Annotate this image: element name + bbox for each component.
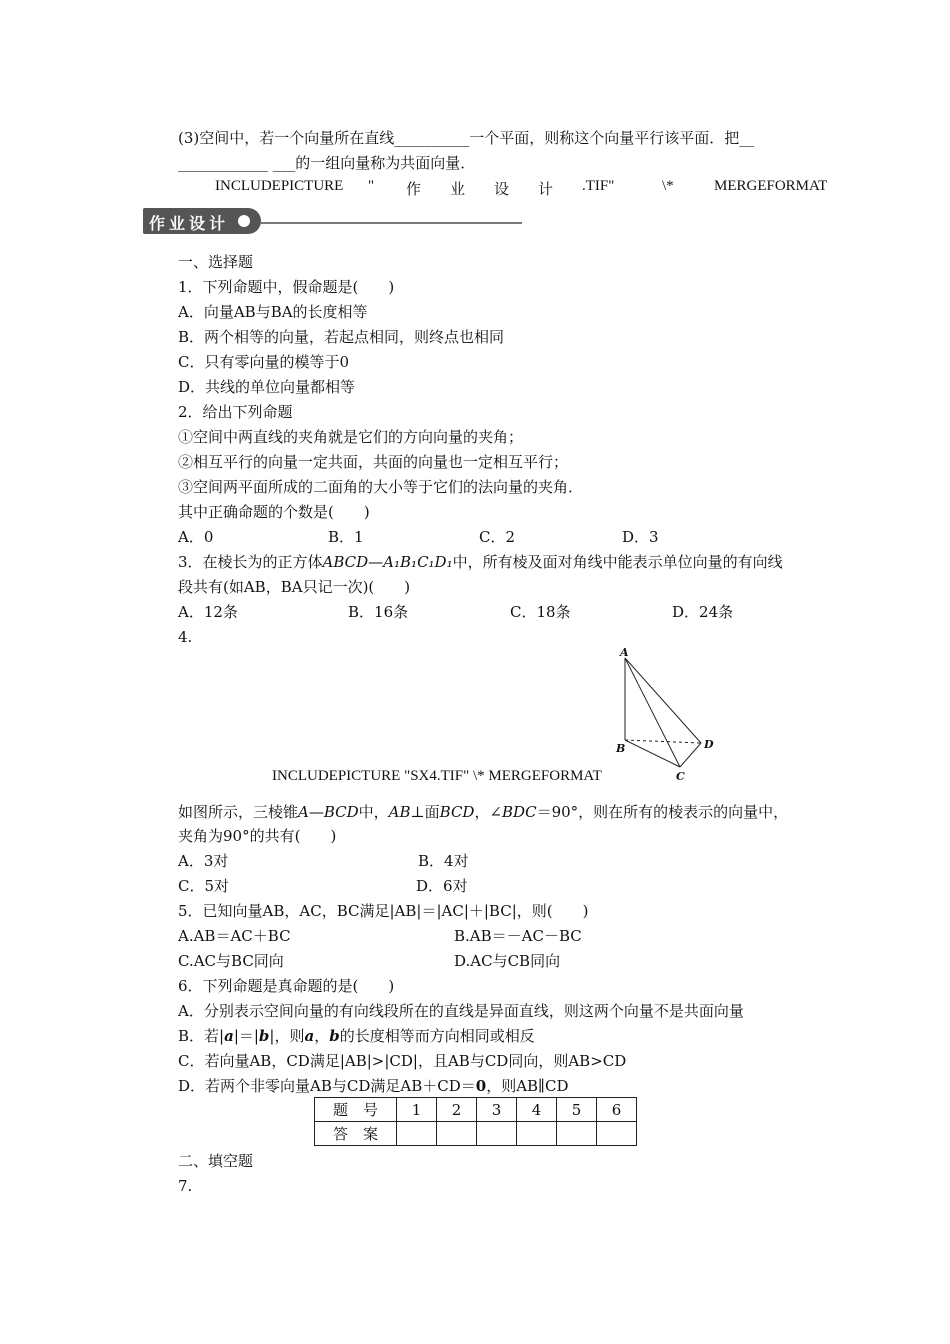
q2-item-3: ③空间两平面所成的二面角的大小等于它们的法向量的夹角．: [178, 478, 584, 496]
banner-rule: [260, 222, 522, 224]
edge-bc: [625, 740, 680, 767]
q1-option-d: D．共线的单位向量都相等: [178, 378, 356, 396]
edge-ad: [625, 658, 701, 743]
q6-b-pre: B．若|: [178, 1027, 225, 1045]
banner-dot-icon: [238, 215, 250, 227]
section-heading-fill: 二、填空题: [178, 1152, 254, 1170]
table-header-cell: 答 案: [315, 1122, 397, 1146]
q4-stem-c: ⊥面: [410, 803, 440, 821]
q6-option-d: [178, 1076, 568, 1096]
q4-option-b: B．4对: [418, 852, 469, 870]
answer-table: [314, 1097, 637, 1146]
q6-d-pre: D．若两个非零向量AB与CD满足AB＋CD＝: [178, 1077, 476, 1095]
q6-option-a: A．分别表示空间向量的有向线段所在的直线是异面直线，则这两个向量不是共面向量: [178, 1002, 744, 1020]
q7-number: 7.: [178, 1177, 193, 1195]
table-header-cell: 题 号: [315, 1098, 397, 1122]
table-cell: 5: [557, 1098, 597, 1122]
q1-option-b: B．两个相等的向量，若起点相同，则终点也相同: [178, 328, 505, 346]
q3-option-a: A．12条: [178, 603, 238, 621]
zero-vector: 0: [475, 1077, 487, 1095]
q6-d-post: ，则AB∥CD: [486, 1077, 569, 1095]
q5-option-b: B.AB＝－AC－BC: [454, 927, 582, 945]
answer-cell: [557, 1122, 597, 1146]
table-cell: 6: [597, 1098, 637, 1122]
q1-option-c: C．只有零向量的模等于0: [178, 353, 350, 371]
table-row: [315, 1098, 637, 1122]
q2-option-a: A．0: [178, 528, 214, 546]
label-d: D: [704, 738, 714, 751]
table-cell: 3: [477, 1098, 517, 1122]
q5-option-a: A.AB＝AC＋BC: [178, 927, 291, 945]
tetrahedron-figure: [608, 642, 728, 782]
q4-option-d: D．6对: [416, 877, 468, 895]
q6-b-sep: ，: [314, 1027, 330, 1045]
q6-option-c: C．若向量AB，CD满足|AB|>|CD|，且AB与CD同向，则AB>CD: [178, 1052, 627, 1070]
q6-b-mid1: |＝|: [233, 1027, 259, 1045]
table-cell: 4: [517, 1098, 557, 1122]
q3-stem-a: 3．在棱长为的正方体: [178, 553, 323, 571]
q4-stem: [178, 802, 788, 822]
label-a: A: [620, 646, 629, 659]
include-token: 业: [450, 182, 466, 198]
include-token: 计: [538, 182, 554, 198]
q4-stem-d: ，∠: [474, 803, 503, 821]
q4-pyramid: A—BCD: [298, 803, 359, 821]
intro-line-2: ____________ ___的一组向量称为共面向量．: [178, 154, 476, 172]
table-row: [315, 1122, 637, 1146]
q2-option-c: C．2: [479, 528, 516, 546]
q2-ask: 其中正确命题的个数是( ): [178, 503, 370, 521]
q4-option-c: C．5对: [178, 877, 230, 895]
label-b: B: [616, 742, 626, 755]
q4-stem-b: 中，: [358, 803, 389, 821]
q4-ab: AB: [388, 803, 411, 821]
vector-a: a: [304, 1027, 315, 1045]
q4-stem-2: 夹角为90°的共有( ): [178, 827, 337, 845]
q4-include-field: INCLUDEPICTURE "SX4.TIF" \* MERGEFORMAT: [272, 768, 602, 784]
q5-stem: 5．已知向量AB，AC，BC满足|AB|＝|AC|＋|BC|，则( ): [178, 902, 589, 920]
include-token: .TIF": [582, 178, 615, 194]
q4-bcd: BCD: [439, 803, 475, 821]
vector-b: b: [258, 1027, 270, 1045]
table-cell: 1: [397, 1098, 437, 1122]
q6-b-mid2: |，则: [269, 1027, 305, 1045]
include-token: \*: [662, 178, 674, 194]
edge-bd-hidden: [625, 740, 701, 743]
q2-stem: 2．给出下列命题: [178, 403, 293, 421]
include-token: MERGEFORMAT: [714, 178, 828, 194]
include-token: INCLUDEPICTURE: [215, 178, 344, 194]
answer-cell: [597, 1122, 637, 1146]
q2-item-2: ②相互平行的向量一定共面，共面的向量也一定相互平行；: [178, 453, 569, 471]
q3-stem: [178, 552, 783, 572]
q4-bdc: BDC: [502, 803, 537, 821]
q3-stem-b: 中，所有棱及面对角线中能表示单位向量的有向线: [452, 553, 783, 571]
include-token: 设: [494, 182, 510, 198]
vector-a: a: [224, 1027, 234, 1045]
answer-cell: [437, 1122, 477, 1146]
answer-cell: [397, 1122, 437, 1146]
section-heading-choice: 一、选择题: [178, 253, 254, 271]
include-token: 作: [406, 182, 422, 198]
answer-cell: [477, 1122, 517, 1146]
q6-b-post: 的长度相等而方向相同或相反: [339, 1027, 535, 1045]
edge-ac: [625, 658, 680, 767]
answer-cell: [517, 1122, 557, 1146]
q2-option-b: B．1: [328, 528, 364, 546]
table-cell: 2: [437, 1098, 477, 1122]
vector-b: b: [329, 1027, 340, 1045]
q1-option-a: A．向量AB与BA的长度相等: [178, 303, 368, 321]
q2-option-d: D．3: [622, 528, 659, 546]
q5-option-c: C.AC与BC同向: [178, 952, 284, 970]
q6-option-b: [178, 1026, 535, 1046]
q1-stem: 1．下列命题中，假命题是( ): [178, 278, 395, 296]
q3-stem-2: 段共有(如AB，BA只记一次)( ): [178, 578, 411, 596]
q4-stem-e: ＝90°，则在所有的棱表示的向量中，: [536, 803, 789, 821]
edge-cd: [680, 743, 701, 767]
intro-line-1: (3)空间中，若一个向量所在直线__________一个平面，则称这个向量平行该平面．把__: [178, 129, 755, 147]
q3-option-d: D．24条: [672, 603, 734, 621]
q3-cube-name: ABCD—A₁B₁C₁D₁: [322, 553, 453, 571]
banner-label: 作业设计: [149, 214, 230, 233]
q5-option-d: D.AC与CB同向: [454, 952, 561, 970]
q2-item-1: ①空间中两直线的夹角就是它们的方向向量的夹角；: [178, 428, 524, 446]
q4-stem-a: 如图所示，三棱锥: [178, 803, 299, 821]
include-token: ": [368, 178, 375, 194]
label-c: C: [676, 770, 685, 782]
q3-option-c: C．18条: [510, 603, 571, 621]
q6-stem: 6．下列命题是真命题的是( ): [178, 977, 395, 995]
q4-option-a: A．3对: [178, 852, 229, 870]
q3-option-b: B．16条: [348, 603, 409, 621]
q4-number: 4.: [178, 628, 193, 646]
